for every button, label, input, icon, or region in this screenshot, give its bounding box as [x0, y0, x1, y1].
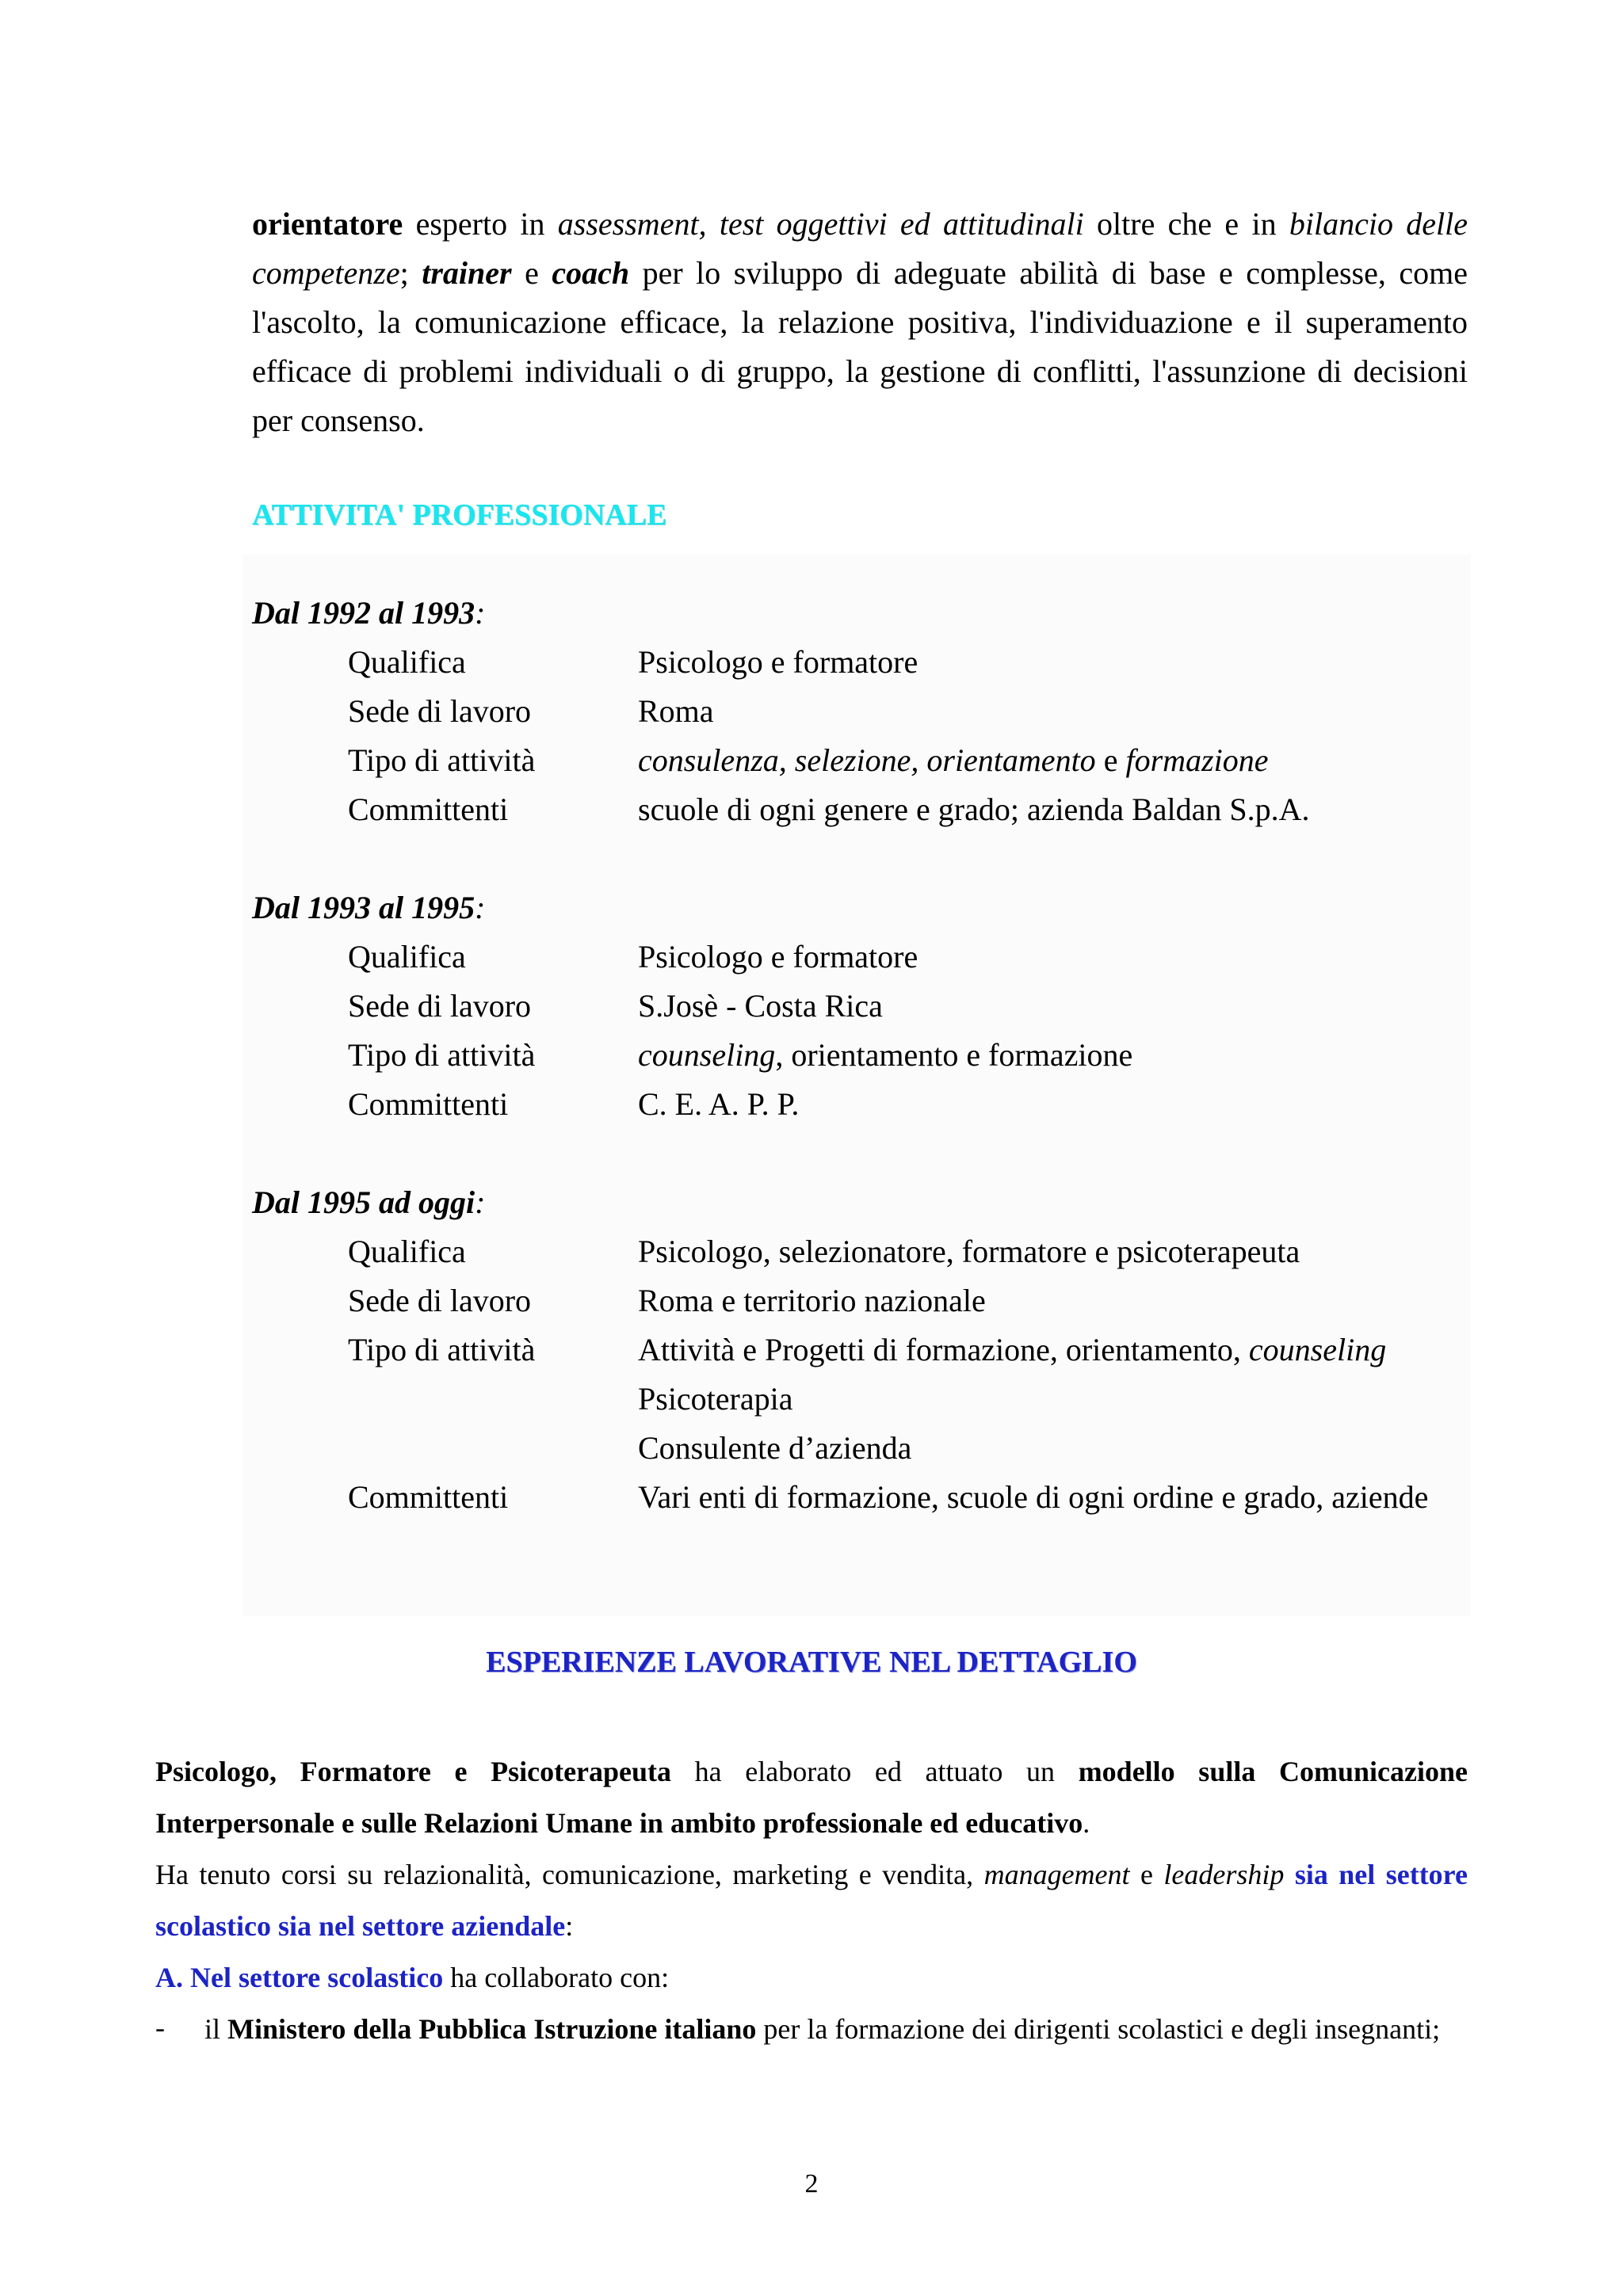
- label-sede: Sede di lavoro: [348, 1283, 532, 1318]
- value-tipo-line3: Consulente d’azienda: [638, 1430, 912, 1466]
- intro-paragraph: orientatore esperto in assessment, test oggettivi ed attitudinali oltre che e in bilancio delle competenze; trainer e coach per lo sviluppo di adeguate abilità di base e complesse, come l'ascolto, la comunicazione efficace, la relazione positiva, l'individuazione e il superamento efficace di problemi individuali o di gruppo, la gestione di conflitti, l'assunzione di decisioni per consenso.: [252, 206, 1468, 438]
- label-committenti: Committenti: [348, 1086, 509, 1122]
- value-committenti: Vari enti di formazione, scuole di ogni ordine e grado, aziende: [638, 1479, 1429, 1515]
- value-sede: S.Josè - Costa Rica: [638, 988, 883, 1024]
- label-committenti: Committenti: [348, 1479, 509, 1515]
- page-number: 2: [804, 2169, 819, 2199]
- period-title-1: Dal 1992 al 1993:: [252, 595, 486, 631]
- value-tipo: counseling, orientamento e formazione: [638, 1037, 1133, 1073]
- detail-paragraph-1: Psicologo, Formatore e Psicoterapeuta ha elaborato ed attuato un modello sulla Comunicazione Interpersonale e sulle Relazioni Umane in ambito professionale ed educativo.: [155, 1756, 1468, 1839]
- detail-paragraph-3: A. Nel settore scolastico ha collaborato con:: [155, 1962, 670, 1993]
- value-tipo: consulenza, selezione, orientamento e formazione: [638, 742, 1269, 778]
- bullet-item: il Ministero della Pubblica Istruzione italiano per la formazione dei dirigenti scolastici e degli insegnanti;: [204, 2013, 1441, 2045]
- value-tipo: Attività e Progetti di formazione, orientamento, counseling: [638, 1332, 1387, 1367]
- value-committenti: C. E. A. P. P.: [638, 1086, 800, 1122]
- intro-trainer: trainer: [422, 255, 512, 291]
- bullet-dash: -: [155, 2012, 165, 2043]
- label-sede: Sede di lavoro: [348, 693, 532, 729]
- value-qualifica: Psicologo, selezionatore, formatore e psicoterapeuta: [638, 1234, 1300, 1269]
- label-qualifica: Qualifica: [348, 939, 466, 974]
- value-sede: Roma e territorio nazionale: [638, 1283, 986, 1318]
- label-tipo: Tipo di attività: [348, 742, 536, 778]
- label-committenti: Committenti: [348, 791, 509, 827]
- section-title-esperienze: ESPERIENZE LAVORATIVE NEL DETTAGLIO: [486, 1646, 1137, 1679]
- intro-orientatore: orientatore: [252, 206, 403, 242]
- value-qualifica: Psicologo e formatore: [638, 644, 918, 680]
- intro-coach: coach: [552, 255, 630, 291]
- value-qualifica: Psicologo e formatore: [638, 939, 918, 974]
- subsection-heading-a: A. Nel settore scolastico: [155, 1962, 444, 1993]
- period-title-2: Dal 1993 al 1995:: [252, 890, 486, 925]
- value-sede: Roma: [638, 693, 714, 729]
- detail-paragraph-2: Ha tenuto corsi su relazionalità, comunicazione, marketing e vendita, management e leadership sia nel settore scolastico sia nel settore aziendale:: [155, 1859, 1468, 1942]
- period-title-3: Dal 1995 ad oggi:: [252, 1184, 486, 1220]
- label-qualifica: Qualifica: [348, 1234, 466, 1269]
- highlight-settori: sia nel settore scolastico sia nel settore aziendale: [155, 1859, 1468, 1942]
- label-tipo: Tipo di attività: [348, 1332, 536, 1367]
- section-title-attivita: ATTIVITA' PROFESSIONALE: [252, 498, 667, 532]
- value-committenti: scuole di ogni genere e grado; azienda Baldan S.p.A.: [638, 791, 1310, 827]
- label-tipo: Tipo di attività: [348, 1037, 536, 1073]
- value-tipo-line2: Psicoterapia: [638, 1381, 793, 1417]
- label-sede: Sede di lavoro: [348, 988, 532, 1024]
- label-qualifica: Qualifica: [348, 644, 466, 680]
